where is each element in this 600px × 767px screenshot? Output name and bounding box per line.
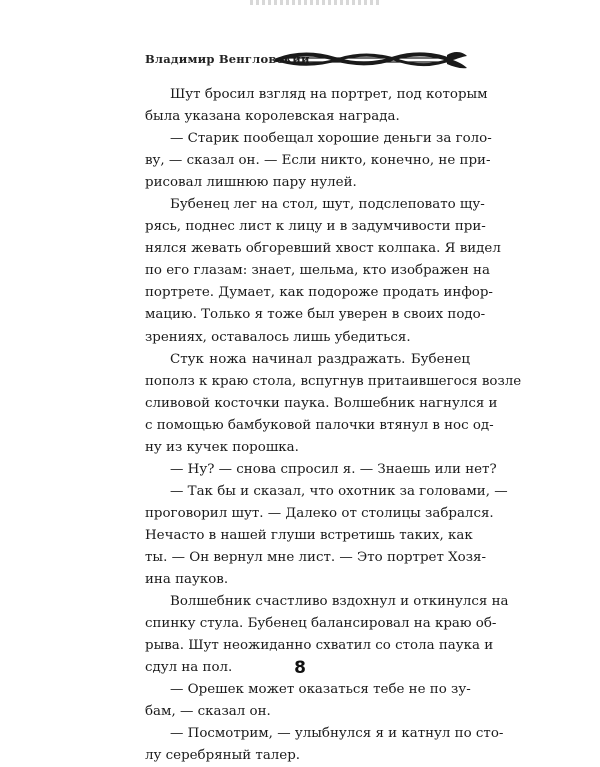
text-line: нялся жевать обгоревший хвост колпака. Я видел (145, 241, 501, 257)
paragraph (145, 194, 501, 348)
text-line: спинку стула. Бубенец балансировал на краю об- (145, 616, 497, 632)
paragraph (145, 84, 488, 128)
header-ornament-icon (275, 46, 470, 74)
text-line: Стук ножа начинал раздражать. Бубенец (170, 351, 470, 367)
running-header-author: Владимир Венгловский (145, 52, 310, 66)
text-line: зрениях, оставалось лишь убедиться. (145, 329, 411, 345)
text-line: ты. — Он вернул мне лист. — Это портрет Хозя- (145, 549, 486, 565)
text-line: рисовал лишнюю пару нулей. (145, 175, 357, 191)
text-line: портрете. Думает, как подороже продать инфор- (145, 285, 493, 301)
text-line: бам, — сказал он. (145, 704, 271, 720)
text-line: — Так бы и сказал, что охотник за головами, — (170, 483, 508, 499)
text-line: — Ну? — снова спросил я. — Знаешь или нет? (170, 461, 497, 477)
text-line: ну из кучек порошка. (145, 439, 299, 455)
paragraph (145, 723, 504, 767)
text-line: сдул на пол. (145, 660, 233, 676)
page-number: 8 (294, 658, 306, 678)
paragraph (145, 459, 497, 481)
text-line: Волшебник счастливо вздохнул и откинулся на (170, 594, 509, 610)
text-line: пополз к краю стола, вспугнув притаившегося возле (145, 373, 522, 389)
text-line: была указана королевская награда. (145, 109, 400, 125)
text-line: Нечасто в нашей глуши встретишь таких, как (145, 527, 473, 543)
running-header (145, 46, 470, 74)
text-line: — Орешек может оказаться тебе не по зу- (170, 682, 471, 698)
top-edge-mark (250, 0, 380, 5)
text-line: — Старик пообещал хорошие деньги за голо- (170, 131, 492, 147)
paragraph (145, 128, 492, 194)
text-line: Бубенец лег на стол, шут, подслеповато щу- (170, 197, 485, 213)
text-line: лу серебряный талер. (145, 748, 301, 764)
text-line: рыва. Шут неожиданно схватил со стола паука и (145, 638, 494, 654)
paragraph (145, 349, 522, 459)
text-line: Шут бросил взгляд на портрет, под которым (170, 87, 488, 102)
text-line: проговорил шут. — Далеко от столицы забрался. (145, 505, 494, 521)
text-line: рясь, поднес лист к лицу и в задумчивости при- (145, 219, 486, 235)
paragraph (145, 481, 508, 591)
text-line: по его глазам: знает, шельма, кто изображен на (145, 263, 490, 279)
text-line: — Посмотрим, — улыбнулся я и катнул по сто- (170, 726, 504, 742)
text-line: мацию. Только я тоже был уверен в своих подо- (145, 307, 486, 323)
paragraph (145, 679, 470, 723)
text-line: сливовой косточки паука. Волшебник нагнулся и (145, 395, 498, 411)
text-line: с помощью бамбуковой палочки втянул в нос од- (145, 417, 494, 433)
text-line: ина пауков. (145, 572, 229, 588)
text-line: ву, — сказал он. — Если никто, конечно, не при- (145, 153, 491, 169)
